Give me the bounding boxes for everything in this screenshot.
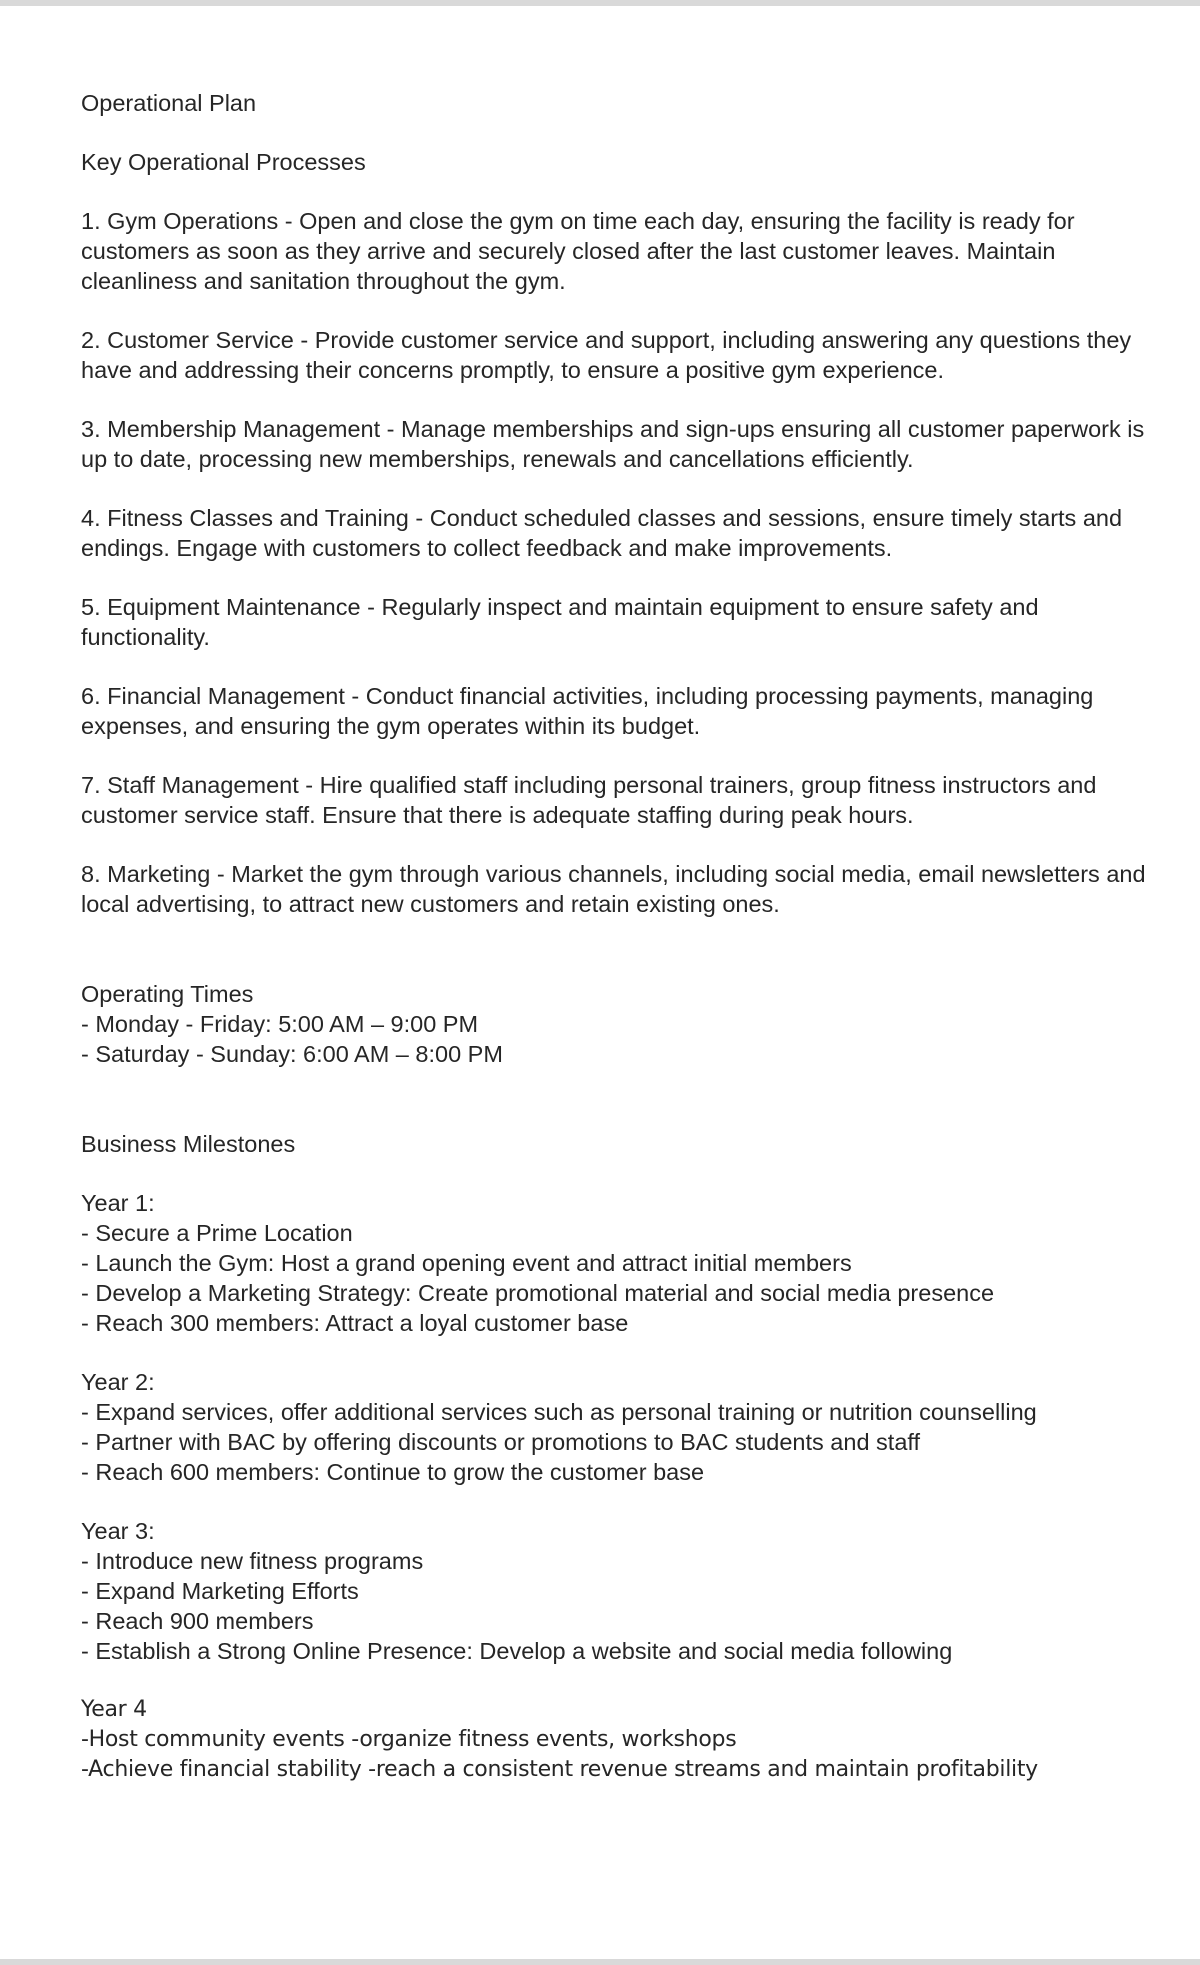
- milestone-item: - Introduce new fitness programs: [81, 1548, 424, 1574]
- key-processes-heading: Key Operational Processes: [81, 149, 366, 175]
- document-content: [81, 88, 1171, 1814]
- milestone-item: - Launch the Gym: Host a grand opening event and attract initial members: [81, 1250, 852, 1276]
- milestone-year-label: Year 3:: [81, 1518, 155, 1544]
- milestone-item: -Host community events -organize fitness events, workshops: [81, 1727, 737, 1752]
- milestone-year-label: Year 2:: [81, 1369, 155, 1395]
- process-item: 1. Gym Operations - Open and close the gym on time each day, ensuring the facility is ready for customers as soon as they arrive and securely closed after the last customer leaves. Maintain cleanliness and sanitation throughout the gym.: [81, 208, 1075, 294]
- operating-times-line: - Saturday - Sunday: 6:00 AM – 8:00 PM: [81, 1041, 503, 1067]
- milestone-year-1: [81, 1188, 1171, 1338]
- milestone-item: -Achieve financial stability -reach a consistent revenue streams and maintain profitability: [81, 1757, 1038, 1782]
- milestone-year-2: [81, 1367, 1171, 1487]
- milestone-item: - Reach 900 members: [81, 1608, 314, 1634]
- milestone-item: - Reach 600 members: Continue to grow the customer base: [81, 1459, 705, 1485]
- milestone-item: - Expand services, offer additional services such as personal training or nutrition counselling: [81, 1399, 1037, 1425]
- milestones-section: [81, 1129, 1171, 1785]
- milestone-year-3: [81, 1516, 1171, 1666]
- milestone-year-label: Year 1:: [81, 1190, 155, 1216]
- milestone-item: - Develop a Marketing Strategy: Create promotional material and social media presence: [81, 1280, 995, 1306]
- operating-times-heading: Operating Times: [81, 981, 254, 1007]
- milestone-item: - Secure a Prime Location: [81, 1220, 353, 1246]
- milestone-year-label: Year 4: [81, 1697, 147, 1722]
- process-item: 4. Fitness Classes and Training - Conduct scheduled classes and sessions, ensure timely starts and endings. Engage with customers to collect feedback and make improvements.: [81, 505, 1123, 561]
- process-item: 6. Financial Management - Conduct financial activities, including processing payments, managing expenses, and ensuring the gym operates within its budget.: [81, 683, 1094, 739]
- process-item: 5. Equipment Maintenance - Regularly inspect and maintain equipment to ensure safety and functionality.: [81, 594, 1039, 650]
- process-item: 3. Membership Management - Manage memberships and sign-ups ensuring all customer paperwork is up to date, processing new memberships, renewals and cancellations efficiently.: [81, 416, 1145, 472]
- process-item: 7. Staff Management - Hire qualified staff including personal trainers, group fitness instructors and customer service staff. Ensure that there is adequate staffing during peak hours.: [81, 772, 1097, 828]
- process-item: 2. Customer Service - Provide customer service and support, including answering any questions they have and addressing their concerns promptly, to ensure a positive gym experience.: [81, 327, 1132, 383]
- milestone-item: - Establish a Strong Online Presence: Develop a website and social media following: [81, 1638, 953, 1664]
- milestone-year-4: [81, 1695, 1171, 1785]
- operating-times-line: - Monday - Friday: 5:00 AM – 9:00 PM: [81, 1011, 479, 1037]
- process-item: 8. Marketing - Market the gym through various channels, including social media, email newsletters and local advertising, to attract new customers and retain existing ones.: [81, 861, 1146, 917]
- document-title: Operational Plan: [81, 90, 257, 116]
- milestone-item: - Expand Marketing Efforts: [81, 1578, 359, 1604]
- milestone-item: - Reach 300 members: Attract a loyal customer base: [81, 1310, 629, 1336]
- milestones-heading: Business Milestones: [81, 1131, 296, 1157]
- milestone-item: - Partner with BAC by offering discounts or promotions to BAC students and staff: [81, 1429, 921, 1455]
- operating-times-section: [81, 979, 1171, 1069]
